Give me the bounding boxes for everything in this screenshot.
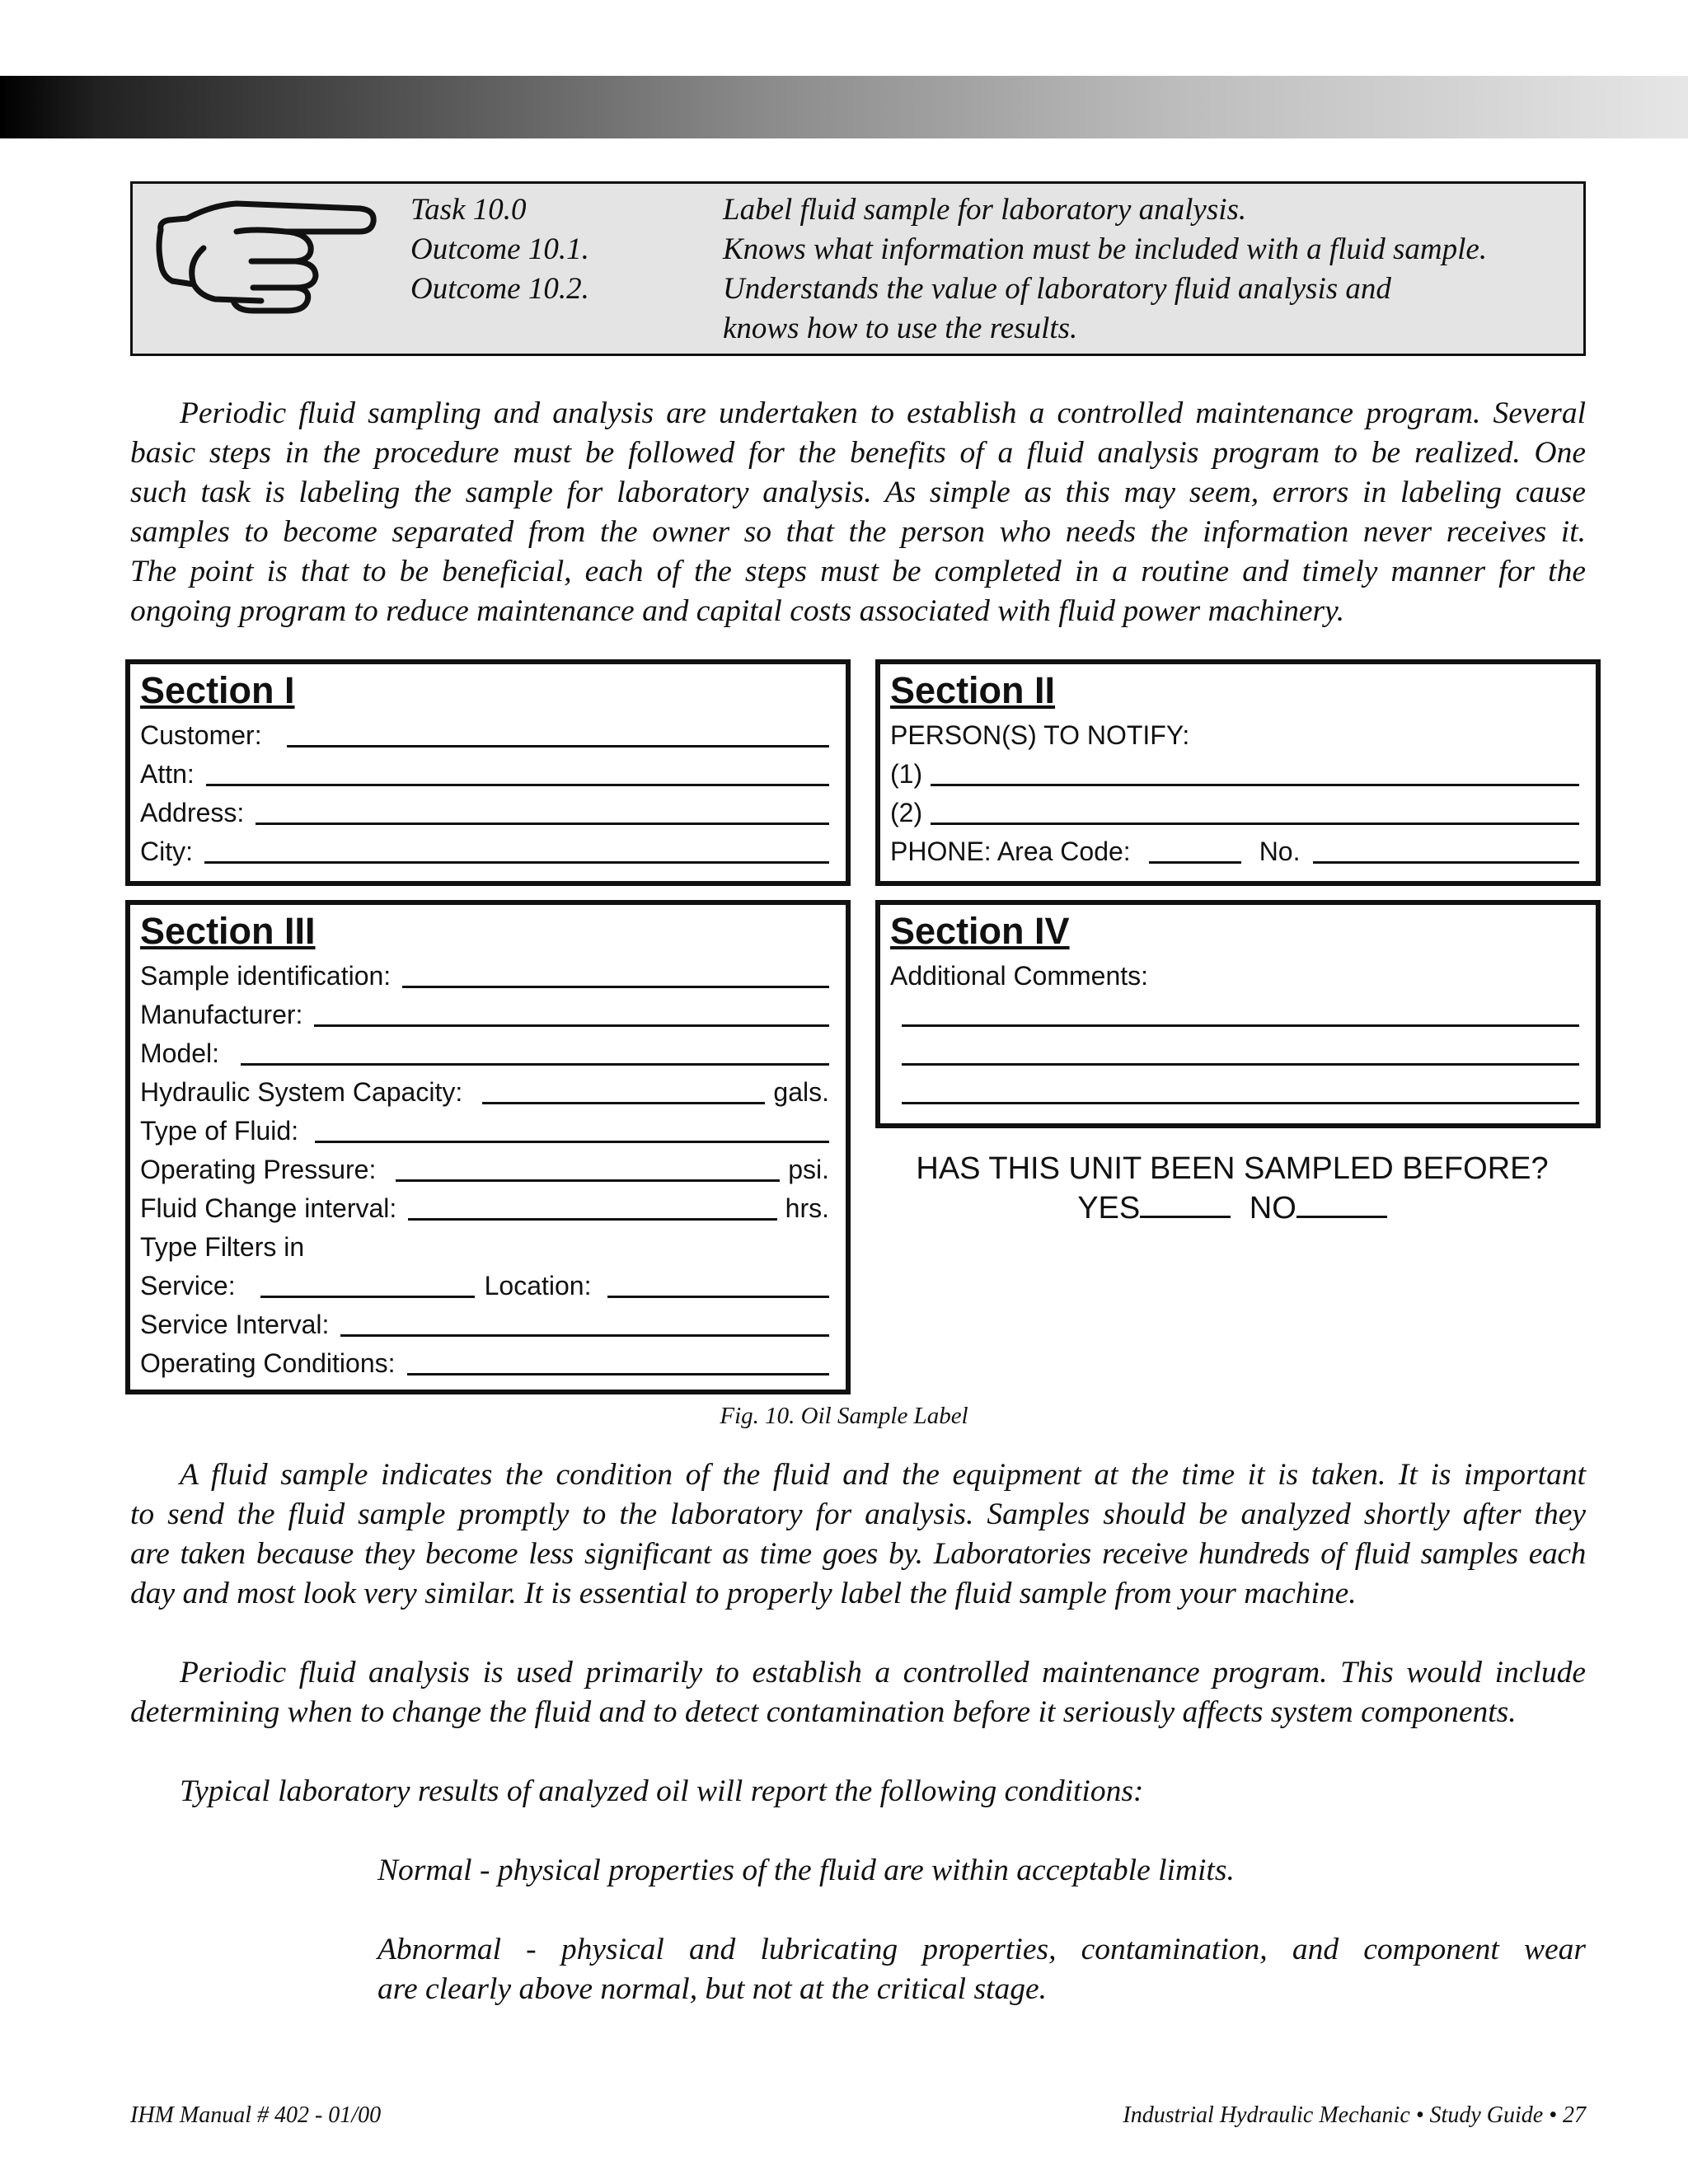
- location-label: Location:: [484, 1271, 592, 1301]
- model-label: Model:: [140, 1038, 220, 1068]
- body-line: are taken because they become less significant as time goes by. Laboratories receive hundreds of fluid samples each: [130, 1537, 1586, 1571]
- model-line[interactable]: [241, 1038, 829, 1066]
- phone-field[interactable]: [890, 832, 1579, 868]
- condition-abnormal-line-1: Abnormal - physical and lubricating properties, contamination, and component wear: [377, 1933, 1586, 1966]
- yes-blank[interactable]: [1140, 1191, 1231, 1218]
- operating-conditions-line[interactable]: [407, 1348, 829, 1376]
- city-label: City:: [140, 837, 193, 866]
- header-gradient-banner: [0, 76, 1688, 138]
- phone-area-label: PHONE: Area Code:: [890, 837, 1131, 866]
- capacity-line[interactable]: [482, 1077, 765, 1104]
- task-label-1: Outcome 10.1.: [410, 232, 589, 266]
- service-location-field[interactable]: [140, 1266, 829, 1302]
- capacity-unit: gals.: [773, 1077, 829, 1107]
- body-line: determining when to change the fluid and to detect contamination before it seriously affects system components.: [130, 1695, 1517, 1729]
- yes-label: YES: [1077, 1191, 1141, 1226]
- intro-line: ongoing program to reduce maintenance and capital costs associated with fluid power machinery.: [130, 594, 1345, 628]
- city-field[interactable]: [140, 832, 829, 868]
- footer-guide-title: Industrial Hydraulic Mechanic • Study Guide • 27: [1123, 2102, 1586, 2128]
- task-text-0: Label fluid sample for laboratory analysis.: [723, 193, 1247, 227]
- footer-manual-number: IHM Manual # 402 - 01/00: [130, 2102, 382, 2128]
- no-label: NO: [1249, 1191, 1296, 1226]
- address-label: Address:: [140, 798, 245, 827]
- notify-2-field[interactable]: [890, 793, 1579, 829]
- pressure-line[interactable]: [396, 1155, 780, 1182]
- comment-line[interactable]: [902, 1038, 1579, 1066]
- comments-line-3[interactable]: [890, 1072, 1579, 1108]
- comments-heading: [890, 956, 1579, 992]
- body-line: day and most look very similar. It is essential to properly label the fluid sample from your machine.: [130, 1577, 1357, 1610]
- task-label-0: Task 10.0: [410, 193, 527, 227]
- attn-label: Attn:: [140, 759, 195, 789]
- attn-line[interactable]: [206, 759, 829, 786]
- body-line: to send the fluid sample promptly to the laboratory for analysis. Samples should be analyzed shortly after they: [130, 1497, 1586, 1531]
- customer-label: Customer:: [140, 720, 262, 750]
- operating-conditions-field[interactable]: [140, 1343, 829, 1380]
- service-interval-label: Service Interval:: [140, 1310, 330, 1339]
- notify-1-field[interactable]: [890, 754, 1579, 790]
- manufacturer-line[interactable]: [314, 1000, 829, 1027]
- pressure-unit: psi.: [788, 1155, 829, 1184]
- pressure-field[interactable]: [140, 1150, 829, 1186]
- pointing-hand-icon: [154, 197, 377, 321]
- section-4-box: [875, 900, 1601, 1128]
- body-line: Periodic fluid analysis is used primarily to establish a controlled maintenance program. This would include: [180, 1656, 1586, 1690]
- change-interval-field[interactable]: [140, 1188, 829, 1225]
- comments-label: Additional Comments:: [890, 961, 1149, 991]
- no-blank[interactable]: [1296, 1191, 1387, 1218]
- pressure-label: Operating Pressure:: [140, 1155, 377, 1184]
- operating-conditions-label: Operating Conditions:: [140, 1348, 396, 1378]
- notify-1-line[interactable]: [931, 759, 1579, 786]
- address-line[interactable]: [256, 798, 829, 825]
- notify-2-line[interactable]: [931, 798, 1579, 825]
- task-text-1: Knows what information must be included with a fluid sample.: [723, 232, 1488, 266]
- body-paragraph-1: [130, 1455, 1586, 1614]
- body-paragraph-3: [130, 1772, 1586, 1811]
- manufacturer-field[interactable]: [140, 995, 829, 1031]
- intro-paragraph: [130, 394, 1586, 631]
- section-3-title: Section III: [140, 910, 316, 952]
- sampled-before-question: HAS THIS UNIT BEEN SAMPLED BEFORE?: [916, 1151, 1549, 1186]
- city-line[interactable]: [204, 837, 829, 864]
- comments-line-2[interactable]: [890, 1033, 1579, 1070]
- task-label-2: Outcome 10.2.: [410, 272, 589, 306]
- filters-label: Type Filters in: [140, 1232, 305, 1262]
- change-interval-label: Fluid Change interval:: [140, 1193, 397, 1223]
- fluid-type-label: Type of Fluid:: [140, 1116, 299, 1146]
- section-2-title: Section II: [890, 669, 1056, 711]
- figure-caption: Fig. 10. Oil Sample Label: [720, 1403, 968, 1429]
- customer-field[interactable]: [140, 715, 829, 752]
- notify-heading: [890, 715, 1579, 752]
- section-1-title: Section I: [140, 669, 295, 711]
- task-box: [130, 181, 1586, 356]
- intro-line: The point is that to be beneficial, each of the steps must be completed in a routine and timely manner for the: [130, 555, 1586, 588]
- body-line: Typical laboratory results of analyzed oil will report the following conditions:: [180, 1774, 1144, 1808]
- change-interval-line[interactable]: [408, 1193, 776, 1221]
- service-interval-line[interactable]: [340, 1310, 829, 1337]
- condition-abnormal-line-2: are clearly above normal, but not at the critical stage.: [377, 1972, 1047, 2006]
- task-text-3: knows how to use the results.: [723, 312, 1078, 345]
- task-text-2: Understands the value of laboratory fluid analysis and: [723, 272, 1391, 306]
- manufacturer-label: Manufacturer:: [140, 1000, 303, 1029]
- attn-field[interactable]: [140, 754, 829, 790]
- sample-id-field[interactable]: [140, 956, 829, 992]
- fluid-type-line[interactable]: [315, 1116, 829, 1143]
- notify-1-label: (1): [890, 759, 923, 789]
- sample-id-label: Sample identification:: [140, 961, 392, 991]
- model-field[interactable]: [140, 1033, 829, 1070]
- change-interval-unit: hrs.: [785, 1193, 829, 1223]
- address-field[interactable]: [140, 793, 829, 829]
- notify-2-label: (2): [890, 798, 923, 827]
- location-line[interactable]: [607, 1271, 829, 1298]
- sample-id-line[interactable]: [402, 961, 829, 988]
- intro-line: samples to become separated from the owner so that the person who needs the information never receives it.: [130, 515, 1586, 549]
- phone-no-line[interactable]: [1313, 837, 1579, 864]
- area-code-line[interactable]: [1149, 837, 1241, 864]
- fluid-type-field[interactable]: [140, 1111, 829, 1147]
- section-4-title: Section IV: [890, 910, 1070, 952]
- comments-line-1[interactable]: [890, 995, 1579, 1031]
- service-label: Service:: [140, 1271, 236, 1301]
- section-1-box: [125, 659, 851, 886]
- phone-no-label: No.: [1259, 837, 1301, 866]
- capacity-field[interactable]: [140, 1072, 829, 1108]
- section-3-box: [125, 900, 851, 1394]
- body-line: A fluid sample indicates the condition of the fluid and the equipment at the time it is taken. It is important: [180, 1458, 1586, 1492]
- filters-heading: [140, 1227, 829, 1263]
- condition-normal: Normal - physical properties of the fluid are within acceptable limits.: [377, 1854, 1235, 1887]
- service-line[interactable]: [260, 1271, 475, 1298]
- capacity-label: Hydraulic System Capacity:: [140, 1077, 463, 1107]
- body-paragraph-2: [130, 1653, 1586, 1732]
- service-interval-field[interactable]: [140, 1305, 829, 1341]
- customer-line[interactable]: [287, 720, 829, 748]
- section-2-box: [875, 659, 1601, 886]
- intro-line: Periodic fluid sampling and analysis are undertaken to establish a controlled maintenance program. Several: [180, 396, 1586, 430]
- intro-line: basic steps in the procedure must be followed for the benefits of a fluid analysis program to be realized. One: [130, 436, 1586, 470]
- comment-line[interactable]: [902, 1077, 1579, 1104]
- intro-line: such task is labeling the sample for laboratory analysis. As simple as this may seem, errors in labeling cause: [130, 476, 1586, 509]
- yes-no-row[interactable]: [874, 1188, 1591, 1228]
- comment-line[interactable]: [902, 1000, 1579, 1027]
- notify-label: PERSON(S) TO NOTIFY:: [890, 720, 1190, 750]
